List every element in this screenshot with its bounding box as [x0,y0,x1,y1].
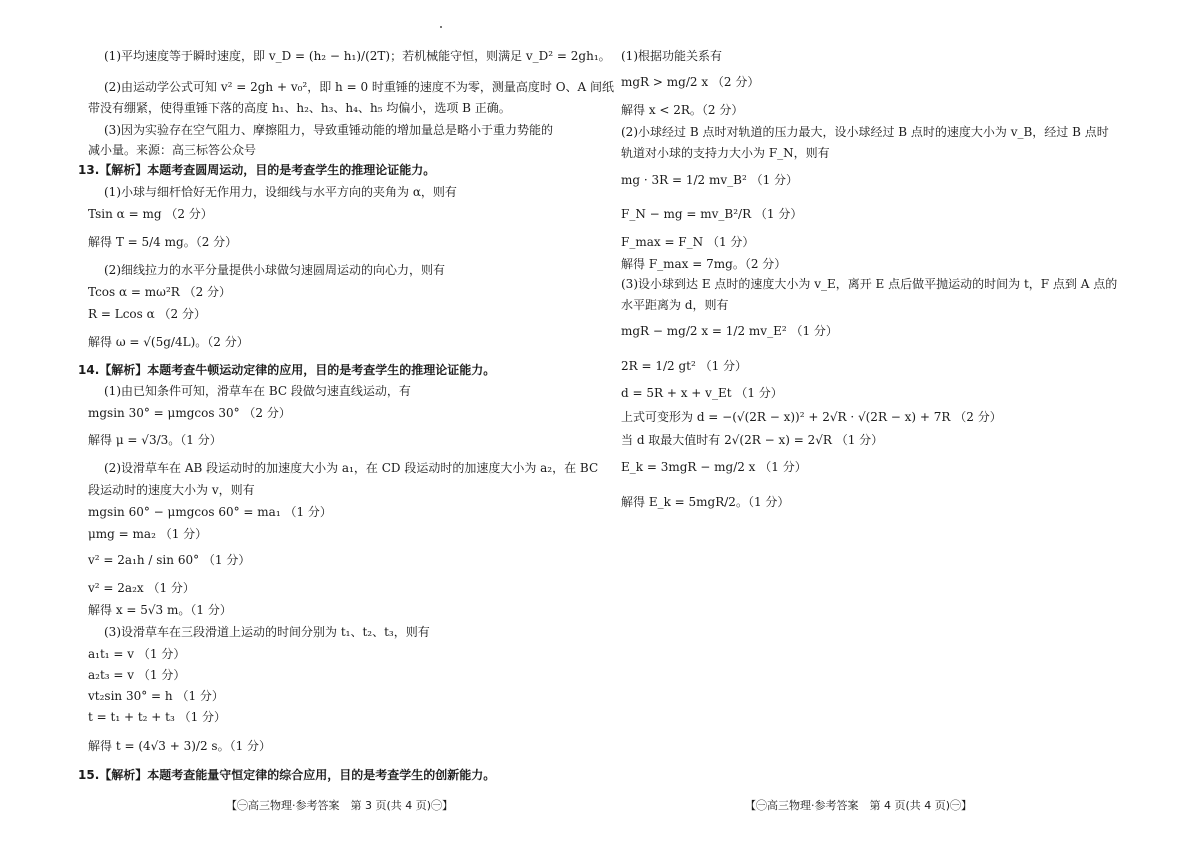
result-line: 解得 E_k = 5mgR/2。（1 分） [621,495,790,509]
equation-line: mgR − mg/2 x = 1/2 mv_E² （1 分） [621,324,838,338]
equation-line: v² = 2a₂x （1 分） [88,581,195,595]
question-13-heading: 13.【解析】本题考查圆周运动，目的是考查学生的推理论证能力。 [78,163,436,177]
equation-line: mgR > mg/2 x （2 分） [621,75,760,89]
answer-line: (2)设滑草车在 AB 段运动时的加速度大小为 a₁，在 CD 段运动时的加速度大小为 a₂，在 BC [104,461,599,475]
equation-line: 当 d 取最大值时有 2√(2R − x) = 2√R （1 分） [621,433,884,447]
equation-line: F_max = F_N （1 分） [621,235,755,249]
equation-line: E_k = 3mgR − mg/2 x （1 分） [621,460,807,474]
answer-line: (3)因为实验存在空气阻力、摩擦阻力，导致重锤动能的增加量总是略小于重力势能的 [104,123,554,137]
equation-line: mg · 3R = 1/2 mv_B² （1 分） [621,173,799,187]
equation-line: t = t₁ + t₂ + t₃ （1 分） [88,710,227,724]
answer-line: (1)平均速度等于瞬时速度，即 v_D = (h₂ − h₁)/(2T)；若机械能守恒，则满足 v_D² = 2gh₁。 [104,49,611,63]
equation-line: v² = 2a₁h / sin 60° （1 分） [88,553,251,567]
equation-line: μmg = ma₂ （1 分） [88,527,208,541]
result-line: 解得 x < 2R。（2 分） [621,103,744,117]
result-line: 解得 F_max = 7mg。（2 分） [621,257,787,271]
result-line: 解得 μ = √3/3。（1 分） [88,433,222,447]
answer-line: (2)细线拉力的水平分量提供小球做匀速圆周运动的向心力，则有 [104,263,446,277]
result-line: 解得 T = 5/4 mg。（2 分） [88,235,238,249]
result-line: 解得 x = 5√3 m。（1 分） [88,603,232,617]
equation-line: R = Lcos α （2 分） [88,307,206,321]
equation-line: 上式可变形为 d = −(√(2R − x))² + 2√R · √(2R − x) + 7R （2 分） [621,410,1002,424]
result-line: 解得 t = (4√3 + 3)/2 s。（1 分） [88,739,272,753]
equation-line: 2R = 1/2 gt² （1 分） [621,359,748,373]
equation-line: mgsin 60° − μmgcos 60° = ma₁ （1 分） [88,505,332,519]
answer-line: (3)设小球到达 E 点时的速度大小为 v_E，离开 E 点后做平抛运动的时间为 t，F 点到 A 点的 [621,277,1118,291]
answer-line: 轨道对小球的支持力大小为 F_N，则有 [621,146,830,160]
equation-line: d = 5R + x + v_Et （1 分） [621,386,783,400]
answer-line: 减小量。来源：高三标答公众号 [88,143,257,157]
answer-line: 段运动时的速度大小为 v，则有 [88,483,255,497]
answer-line: (1)小球与细杆恰好无作用力，设细线与水平方向的夹角为 α，则有 [104,185,457,199]
equation-line: Tcos α = mω²R （2 分） [88,285,232,299]
answer-line: (2)由运动学公式可知 v² = 2gh + v₀²，即 h = 0 时重锤的速度不为零，测量高度时 O、A 间纸 [104,80,615,94]
answer-line: 带没有绷紧，使得重锤下落的高度 h₁、h₂、h₃、h₄、h₅ 均偏小，选项 B 正确。 [88,101,511,115]
page-footer-left: 【㊀高三物理·参考答案 第 3 页(共 4 页)㊀】 [226,799,454,812]
equation-line: F_N − mg = mv_B²/R （1 分） [621,207,803,221]
equation-line: vt₂sin 30° = h （1 分） [88,689,224,703]
equation-line: Tsin α = mg （2 分） [88,207,213,221]
equation-line: a₁t₁ = v （1 分） [88,647,186,661]
scan-speck [440,26,442,28]
result-line: 解得 ω = √(5g/4L)。（2 分） [88,335,249,349]
equation-line: mgsin 30° = μmgcos 30° （2 分） [88,406,291,420]
question-14-heading: 14.【解析】本题考查牛顿运动定律的应用，目的是考查学生的推理论证能力。 [78,363,496,377]
question-15-heading: 15.【解析】本题考查能量守恒定律的综合应用，目的是考查学生的创新能力。 [78,768,496,782]
answer-line: (1)根据功能关系有 [621,49,722,63]
answer-line: (2)小球经过 B 点时对轨道的压力最大，设小球经过 B 点时的速度大小为 v_B，经过 B 点时 [621,125,1109,139]
answer-line: 水平距离为 d，则有 [621,298,729,312]
answer-line: (1)由已知条件可知，滑草车在 BC 段做匀速直线运动，有 [104,384,411,398]
answer-line: (3)设滑草车在三段滑道上运动的时间分别为 t₁、t₂、t₃，则有 [104,625,430,639]
page-footer-right: 【㊀高三物理·参考答案 第 4 页(共 4 页)㊀】 [745,799,973,812]
equation-line: a₂t₃ = v （1 分） [88,668,186,682]
